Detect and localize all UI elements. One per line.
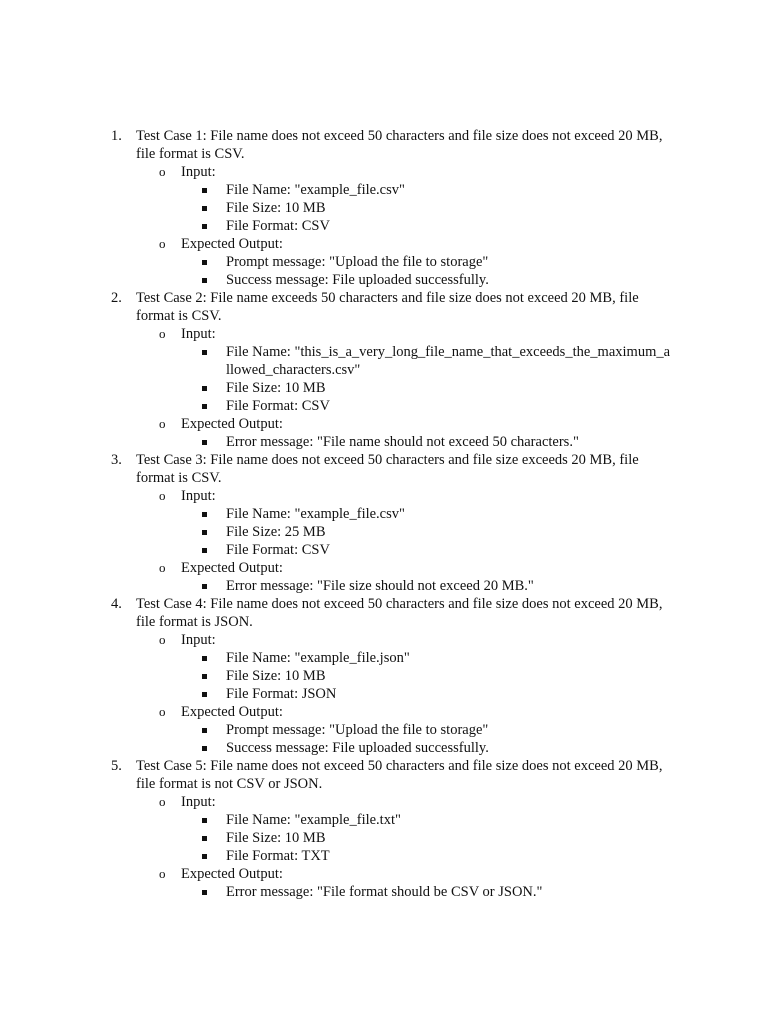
list-item [0, 253, 768, 271]
test-case-3 [0, 451, 768, 595]
list-item [0, 721, 768, 739]
expected-output-item: Prompt message: "Upload the file to storage" [226, 722, 489, 738]
list-item [0, 541, 768, 559]
list-item [0, 397, 768, 415]
expected-output-label: Expected Output: [181, 560, 283, 576]
square-bullet-icon [202, 656, 207, 661]
square-bullet-icon [202, 674, 207, 679]
circle-bullet-icon: o [159, 164, 166, 179]
list-item [0, 811, 768, 829]
expected-output-section [0, 235, 768, 253]
input-file-format: File Format: CSV [226, 218, 330, 234]
circle-bullet-icon: o [159, 488, 166, 503]
list-item [0, 271, 768, 289]
list-item [0, 505, 768, 523]
square-bullet-icon [202, 206, 207, 211]
case-number: 2. [111, 290, 122, 306]
circle-bullet-icon: o [159, 560, 166, 575]
square-bullet-icon [202, 224, 207, 229]
square-bullet-icon [202, 440, 207, 445]
expected-output-label: Expected Output: [181, 704, 283, 720]
test-case-4 [0, 595, 768, 757]
circle-bullet-icon: o [159, 866, 166, 881]
expected-output-item: Success message: File uploaded successfully. [226, 272, 489, 288]
square-bullet-icon [202, 548, 207, 553]
test-case-document [0, 127, 768, 901]
case-title: Test Case 5: File name does not exceed 50 characters and file size does not exceed 20 MB, file format is not CSV or JSON. [136, 758, 663, 792]
square-bullet-icon [202, 818, 207, 823]
square-bullet-icon [202, 836, 207, 841]
input-label: Input: [181, 326, 216, 342]
input-label: Input: [181, 488, 216, 504]
expected-output-section [0, 415, 768, 433]
input-file-size: File Size: 10 MB [226, 200, 326, 216]
square-bullet-icon [202, 188, 207, 193]
input-file-name: File Name: "example_file.csv" [226, 506, 405, 522]
list-item [0, 883, 768, 901]
list-item [0, 379, 768, 397]
expected-output-item: Prompt message: "Upload the file to storage" [226, 254, 489, 270]
input-file-name: File Name: "example_file.csv" [226, 182, 405, 198]
case-number: 4. [111, 596, 122, 612]
input-file-format: File Format: TXT [226, 848, 330, 864]
square-bullet-icon [202, 350, 207, 355]
square-bullet-icon [202, 386, 207, 391]
list-item [0, 343, 768, 379]
case-number: 3. [111, 452, 122, 468]
square-bullet-icon [202, 404, 207, 409]
case-title: Test Case 1: File name does not exceed 50 characters and file size does not exceed 20 MB, file format is CSV. [136, 128, 663, 162]
input-file-size: File Size: 10 MB [226, 668, 326, 684]
list-item [0, 649, 768, 667]
expected-output-section [0, 865, 768, 883]
list-item [0, 739, 768, 757]
list-item [0, 181, 768, 199]
input-file-size: File Size: 10 MB [226, 380, 326, 396]
input-file-format: File Format: JSON [226, 686, 337, 702]
list-item [0, 667, 768, 685]
circle-bullet-icon: o [159, 236, 166, 251]
square-bullet-icon [202, 530, 207, 535]
square-bullet-icon [202, 278, 207, 283]
list-item [0, 217, 768, 235]
test-case-2 [0, 289, 768, 451]
list-item [0, 847, 768, 865]
square-bullet-icon [202, 584, 207, 589]
circle-bullet-icon: o [159, 416, 166, 431]
case-title: Test Case 2: File name exceeds 50 characters and file size does not exceed 20 MB, file format is CSV. [136, 290, 639, 324]
square-bullet-icon [202, 854, 207, 859]
input-section [0, 631, 768, 649]
expected-output-item: Error message: "File name should not exceed 50 characters." [226, 434, 579, 450]
square-bullet-icon [202, 692, 207, 697]
circle-bullet-icon: o [159, 326, 166, 341]
square-bullet-icon [202, 890, 207, 895]
list-item [0, 523, 768, 541]
expected-output-item: Error message: "File size should not exceed 20 MB." [226, 578, 534, 594]
input-file-name: File Name: "example_file.txt" [226, 812, 401, 828]
input-section [0, 487, 768, 505]
list-item [0, 829, 768, 847]
input-label: Input: [181, 632, 216, 648]
case-title: Test Case 3: File name does not exceed 50 characters and file size exceeds 20 MB, file format is CSV. [136, 452, 639, 486]
expected-output-item: Error message: "File format should be CSV or JSON." [226, 884, 543, 900]
square-bullet-icon [202, 260, 207, 265]
input-file-format: File Format: CSV [226, 542, 330, 558]
circle-bullet-icon: o [159, 704, 166, 719]
input-section [0, 325, 768, 343]
square-bullet-icon [202, 746, 207, 751]
circle-bullet-icon: o [159, 794, 166, 809]
input-file-name: File Name: "example_file.json" [226, 650, 410, 666]
input-file-name: File Name: "this_is_a_very_long_file_name_that_exceeds_the_maximum_allowed_characters.csv" [226, 344, 671, 378]
expected-output-item: Success message: File uploaded successfully. [226, 740, 489, 756]
expected-output-label: Expected Output: [181, 866, 283, 882]
input-section [0, 793, 768, 811]
expected-output-section [0, 703, 768, 721]
case-number: 1. [111, 128, 122, 144]
expected-output-label: Expected Output: [181, 416, 283, 432]
expected-output-label: Expected Output: [181, 236, 283, 252]
square-bullet-icon [202, 728, 207, 733]
input-section [0, 163, 768, 181]
circle-bullet-icon: o [159, 632, 166, 647]
test-case-5 [0, 757, 768, 901]
square-bullet-icon [202, 512, 207, 517]
input-file-size: File Size: 25 MB [226, 524, 326, 540]
list-item [0, 577, 768, 595]
expected-output-section [0, 559, 768, 577]
list-item [0, 685, 768, 703]
case-number: 5. [111, 758, 122, 774]
list-item [0, 199, 768, 217]
input-file-format: File Format: CSV [226, 398, 330, 414]
test-case-1 [0, 127, 768, 289]
input-file-size: File Size: 10 MB [226, 830, 326, 846]
input-label: Input: [181, 164, 216, 180]
input-label: Input: [181, 794, 216, 810]
list-item [0, 433, 768, 451]
case-title: Test Case 4: File name does not exceed 50 characters and file size does not exceed 20 MB, file format is JSON. [136, 596, 663, 630]
